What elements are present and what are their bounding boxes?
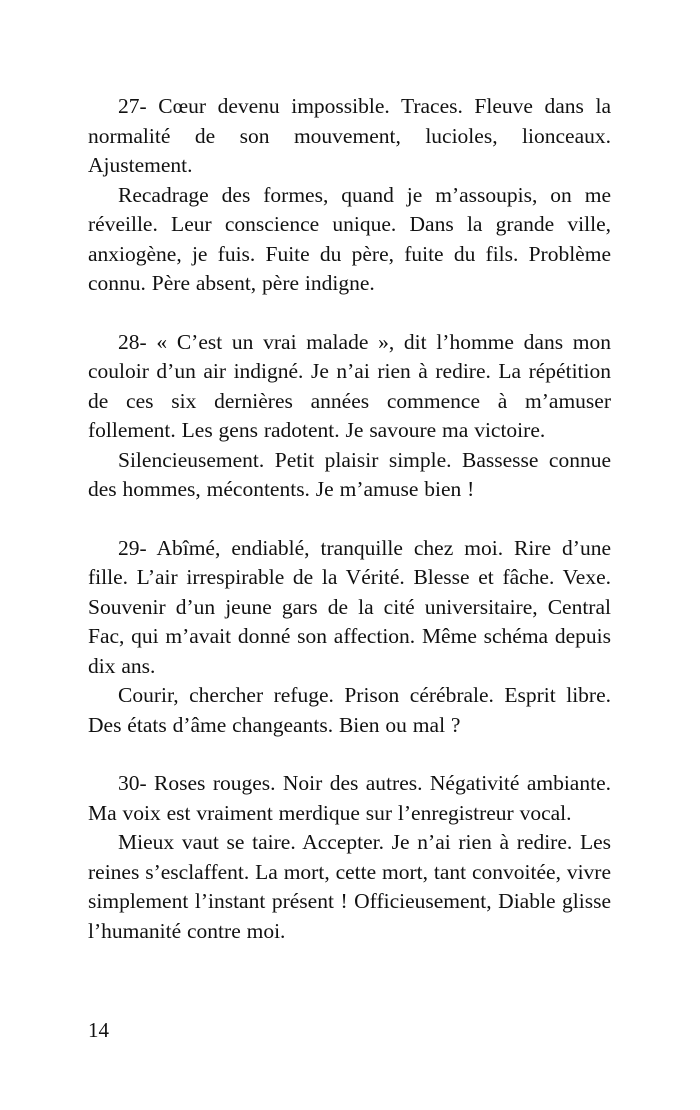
section-30 <box>88 769 611 946</box>
paragraph: Courir, chercher refuge. Prison cérébrale. Esprit libre. Des états d’âme changeants. Bien ou mal ? <box>88 683 611 737</box>
section-28 <box>88 328 611 505</box>
page-number: 14 <box>88 1018 109 1042</box>
section-29 <box>88 534 611 741</box>
page-body <box>88 92 611 975</box>
paragraph: 30- Roses rouges. Noir des autres. Négativité ambiante. Ma voix est vraiment merdique sur l’enregistreur vocal. <box>88 771 611 825</box>
paragraph: Silencieusement. Petit plaisir simple. Bassesse connue des hommes, mécontents. Je m’amuse bien ! <box>88 447 611 501</box>
paragraph: 27- Cœur devenu impossible. Traces. Fleuve dans la normalité de son mouvement, lucioles, lionceaux. Ajustement. <box>88 94 611 177</box>
paragraph: 29- Abîmé, endiablé, tranquille chez moi. Rire d’une fille. L’air irrespirable de la Vérité. Blesse et fâche. Vexe. Souvenir d’un jeune gars de la cité universitaire, Central Fac, qui m’avait donné son affection. Même schéma depuis dix ans. <box>88 535 611 678</box>
paragraph: Mieux vaut se taire. Accepter. Je n’ai rien à redire. Les reines s’esclaffent. La mort, cette mort, tant convoitée, vivre simplement l’instant présent ! Officieusement, Diable glisse l’humanité contre moi. <box>88 830 611 943</box>
paragraph: 28- « C’est un vrai malade », dit l’homme dans mon couloir d’un air indigné. Je n’ai rien à redire. La répétition de ces six dernières années commence à m’amuser follement. Les gens radotent. Je savoure ma victoire. <box>88 329 611 442</box>
section-27 <box>88 92 611 299</box>
paragraph: Recadrage des formes, quand je m’assoupis, on me réveille. Leur conscience unique. Dans la grande ville, anxiogène, je fuis. Fuite du père, fuite du fils. Problème connu. Père absent, père indigne. <box>88 182 611 295</box>
